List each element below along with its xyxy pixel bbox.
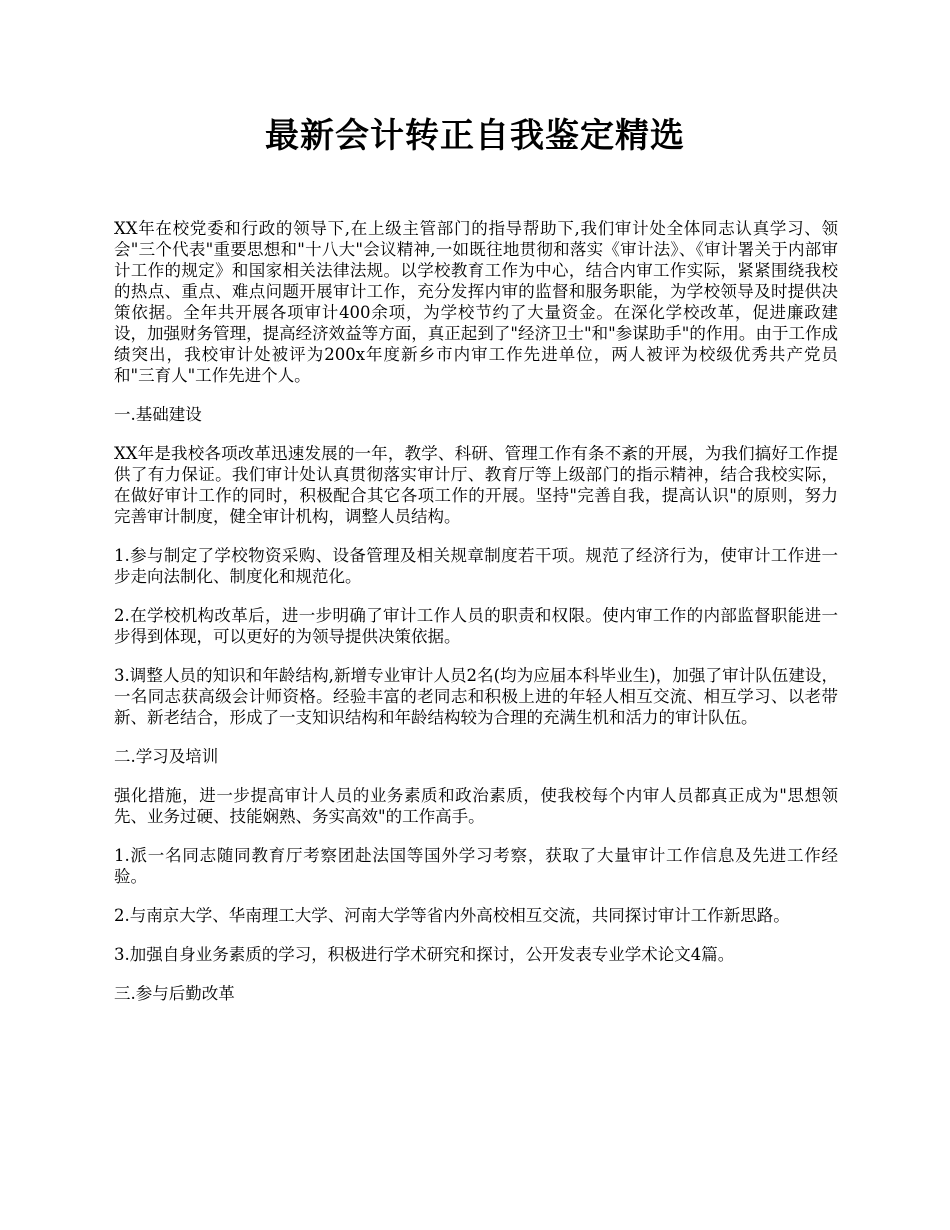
section-heading-logistics-reform: 三.参与后勤改革 (114, 984, 235, 1003)
section-heading-study-training: 二.学习及培训 (114, 747, 219, 766)
basic-construction-item-3: 3.调整人员的知识和年龄结构,新增专业审计人员2名(均为应届本科毕业生)，加强了审计队伍建设，一名同志获高级会计师资格。经验丰富的老同志和积极上进的年轻人相互交流、相互学习、以老带新、新老结合，形成了一支知识结构和年龄结构较为合理的充满生机和活力的审计队伍。 (114, 666, 838, 727)
basic-construction-item-2: 2.在学校机构改革后，进一步明确了审计工作人员的职责和权限。使内审工作的内部监督职能进一步得到体现，可以更好的为领导提供决策依据。 (114, 606, 838, 646)
section-heading-basic-construction: 一.基础建设 (114, 405, 202, 424)
intro-paragraph: XX年在校党委和行政的领导下,在上级主管部门的指导帮助下,我们审计处全体同志认真学习、领会"三个代表"重要思想和"十八大"会议精神,一如既往地贯彻和落实《审计法》、《审计署关于内部审计工作的规定》和国家相关法律法规。以学校教育工作为中心，结合内审工作实际，紧紧围绕我校的热点、重点、难点问题开展审计工作，充分发挥内审的监督和服务职能，为学校领导及时提供决策依据。全年共开展各项审计400余项，为学校节约了大量资金。在深化学校改革，促进廉政建设，加强财务管理，提高经济效益等方面，真正起到了"经济卫士"和"参谋助手"的作用。由于工作成绩突出，我校审计处被评为200x年度新乡市内审工作先进单位，两人被评为校级优秀共产党员和"三育人"工作先进个人。 (114, 219, 838, 385)
study-training-paragraph: 强化措施，进一步提高审计人员的业务素质和政治素质，使我校每个内审人员都真正成为"思想领先、业务过硬、技能娴熟、务实高效"的工作高手。 (114, 786, 838, 826)
study-training-item-2: 2.与南京大学、华南理工大学、河南大学等省内外高校相互交流，共同探讨审计工作新思路。 (114, 906, 790, 925)
document-title: 最新会计转正自我鉴定精选 (265, 116, 685, 156)
study-training-item-1: 1.派一名同志随同教育厅考察团赴法国等国外学习考察，获取了大量审计工作信息及先进工作经验。 (114, 846, 838, 886)
basic-construction-item-1: 1.参与制定了学校物资采购、设备管理及相关规章制度若干项。规范了经济行为，使审计工作进一步走向法制化、制度化和规范化。 (114, 546, 838, 586)
document-body (114, 218, 838, 1022)
basic-construction-paragraph: XX年是我校各项改革迅速发展的一年，教学、科研、管理工作有条不紊的开展，为我们搞好工作提供了有力保证。我们审计处认真贯彻落实审计厅、教育厅等上级部门的指示精神，结合我校实际，在做好审计工作的同时，积极配合其它各项工作的开展。坚持"完善自我，提高认识"的原则，努力完善审计制度，健全审计机构，调整人员结构。 (114, 444, 838, 526)
study-training-item-3: 3.加强自身业务素质的学习，积极进行学术研究和探讨，公开发表专业学术论文4篇。 (114, 945, 735, 964)
